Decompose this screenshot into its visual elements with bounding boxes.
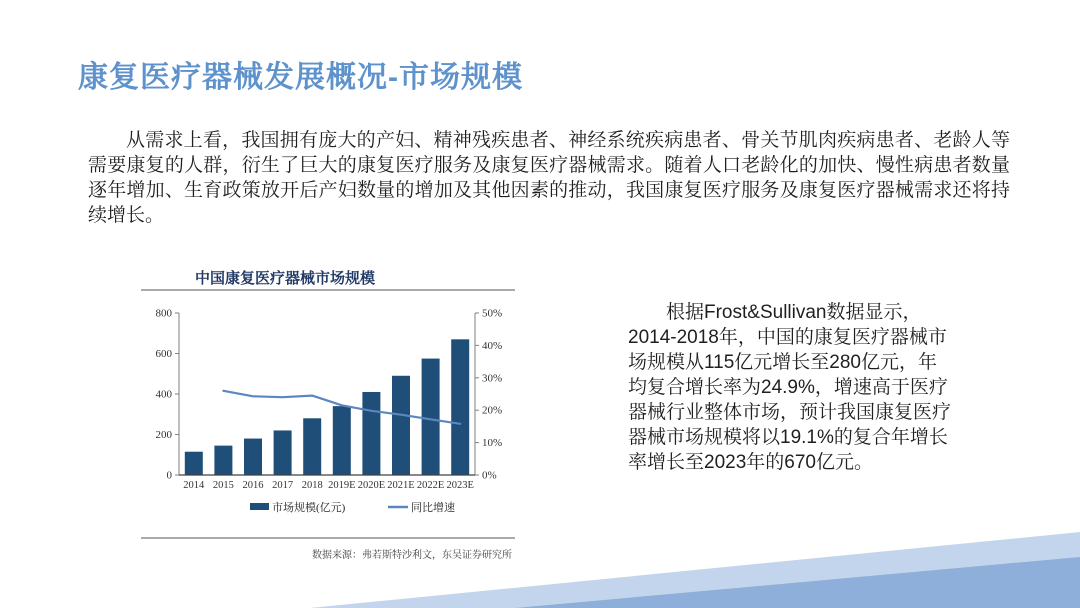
- x-tick-label: 2019E: [328, 480, 356, 491]
- right-tick-label: 10%: [482, 437, 503, 450]
- bar: [392, 376, 410, 475]
- bar: [185, 452, 203, 475]
- right-tick-label: 0%: [482, 469, 497, 482]
- legend-line-label: 同比增速: [411, 502, 455, 514]
- x-tick-label: 2020E: [357, 480, 386, 491]
- left-tick-label: 800: [155, 307, 172, 320]
- right-tick-label: 50%: [482, 307, 503, 320]
- bar: [362, 392, 380, 475]
- chart-source: 数据来源：弗若斯特沙利文，东吴证券研究所: [312, 550, 512, 561]
- right-tick-label: 40%: [482, 339, 503, 352]
- x-tick-label: 2017: [272, 480, 294, 491]
- bar: [244, 439, 262, 475]
- legend-bar-label: 市场规模(亿元): [272, 502, 346, 514]
- page-title: 康复医疗器械发展概况-市场规模: [78, 61, 523, 94]
- x-tick-label: 2018: [301, 480, 323, 491]
- left-tick-label: 400: [155, 388, 172, 401]
- x-tick-label: 2022E: [416, 480, 445, 491]
- chart-plot-area: [156, 308, 503, 492]
- left-tick-label: 200: [155, 429, 172, 441]
- bar: [303, 418, 321, 475]
- bar: [422, 359, 440, 475]
- right-tick-label: 20%: [482, 404, 503, 417]
- body-paragraph: 从需求上看，我国拥有庞大的产妇、精神残疾患者、神经系统疾病患者、骨关节肌肉疾病患者、老龄人等需要康复的人群，衍生了巨大的康复医疗服务及康复医疗器械需求。随着人口老龄化的加快、慢性病患者数量逐年增加、生育政策放开后产妇数量的增加及其他因素的推动，我国康复医疗服务及康复医疗器械需求还将持续增长。: [88, 130, 1010, 226]
- right-tick-label: 30%: [482, 372, 503, 385]
- bar: [333, 406, 351, 475]
- bar: [214, 446, 232, 475]
- bar: [451, 339, 469, 475]
- x-tick-label: 2014: [183, 480, 205, 491]
- x-tick-label: 2016: [242, 480, 264, 491]
- left-tick-label: 0: [166, 469, 172, 482]
- x-tick-label: 2021E: [387, 480, 415, 491]
- bar: [274, 430, 292, 475]
- left-tick-label: 600: [155, 348, 172, 360]
- commentary-text: 根据Frost&Sullivan数据显示，2014-2018年，中国的康复医疗器械市场规模从115亿元增长至280亿元，年均复合增长率为24.9%，增速高于医疗器械行业整体市场，预计我国康复医疗器械市场规模将以19.1%的复合年增长率增长至2023年的670亿元。: [628, 302, 952, 473]
- chart-title: 中国康复医疗器械市场规模: [195, 271, 376, 287]
- x-tick-label: 2015: [212, 480, 234, 491]
- x-tick-label: 2023E: [446, 480, 474, 491]
- corner-decoration: [0, 488, 1080, 608]
